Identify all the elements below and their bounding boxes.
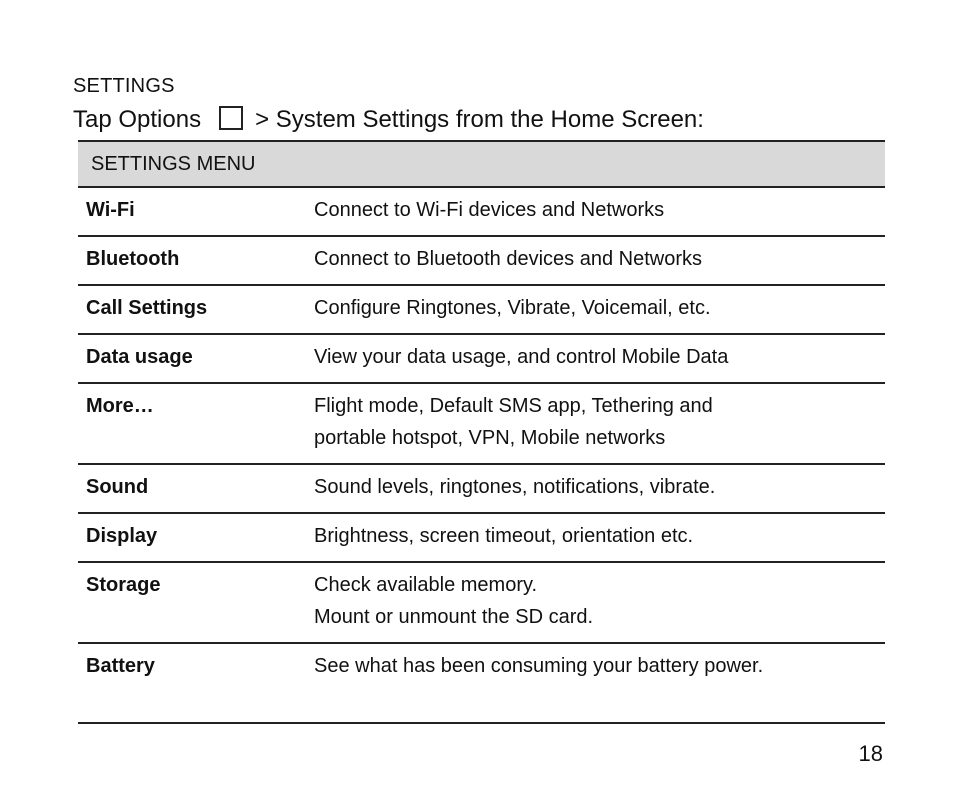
settings-menu-table xyxy=(78,140,885,724)
setting-name: Bluetooth xyxy=(86,248,180,270)
table-row xyxy=(78,644,885,724)
section-title: SETTINGS xyxy=(73,75,175,97)
setting-name: Storage xyxy=(86,574,161,596)
setting-description xyxy=(314,509,885,561)
table-row xyxy=(78,514,885,563)
intro-text-after: > System Settings from the Home Screen: xyxy=(255,106,704,133)
description-line: Connect to Wi-Fi devices and Networks xyxy=(314,199,665,221)
setting-name: Wi-Fi xyxy=(86,199,135,221)
table-row xyxy=(78,563,885,644)
setting-description xyxy=(314,460,885,512)
description-line: Check available memory. xyxy=(314,574,538,596)
setting-description xyxy=(314,379,885,463)
description-line: portable hotspot, VPN, Mobile networks xyxy=(314,427,666,449)
table-row xyxy=(78,384,885,465)
setting-name: Data usage xyxy=(86,346,193,368)
setting-description xyxy=(314,232,885,284)
description-line: See what has been consuming your battery power. xyxy=(314,655,764,677)
setting-description xyxy=(314,330,885,382)
description-line: Brightness, screen timeout, orientation etc. xyxy=(314,525,694,547)
setting-name: Display xyxy=(86,525,158,547)
description-line: View your data usage, and control Mobile Data xyxy=(314,346,729,368)
setting-description xyxy=(314,281,885,333)
setting-name: More… xyxy=(86,395,154,417)
table-header: SETTINGS MENU xyxy=(78,140,885,188)
table-row xyxy=(78,237,885,286)
intro-line xyxy=(73,106,704,134)
description-line: Configure Ringtones, Vibrate, Voicemail, etc. xyxy=(314,297,711,319)
description-line: Flight mode, Default SMS app, Tethering and xyxy=(314,395,713,417)
setting-name: Sound xyxy=(86,476,149,498)
table-row xyxy=(78,286,885,335)
table-row xyxy=(78,335,885,384)
intro-text-before: Tap Options xyxy=(73,106,202,133)
table-row xyxy=(78,465,885,514)
setting-description xyxy=(314,183,885,235)
options-menu-icon xyxy=(219,106,243,130)
page-number: 18 xyxy=(858,741,883,766)
setting-name: Battery xyxy=(86,655,155,677)
description-line: Connect to Bluetooth devices and Networks xyxy=(314,248,702,270)
description-line: Mount or unmount the SD card. xyxy=(314,606,594,628)
setting-description xyxy=(314,558,885,642)
table-row xyxy=(78,188,885,237)
setting-name: Call Settings xyxy=(86,297,208,319)
setting-description xyxy=(314,639,885,722)
description-line: Sound levels, ringtones, notifications, vibrate. xyxy=(314,476,716,498)
